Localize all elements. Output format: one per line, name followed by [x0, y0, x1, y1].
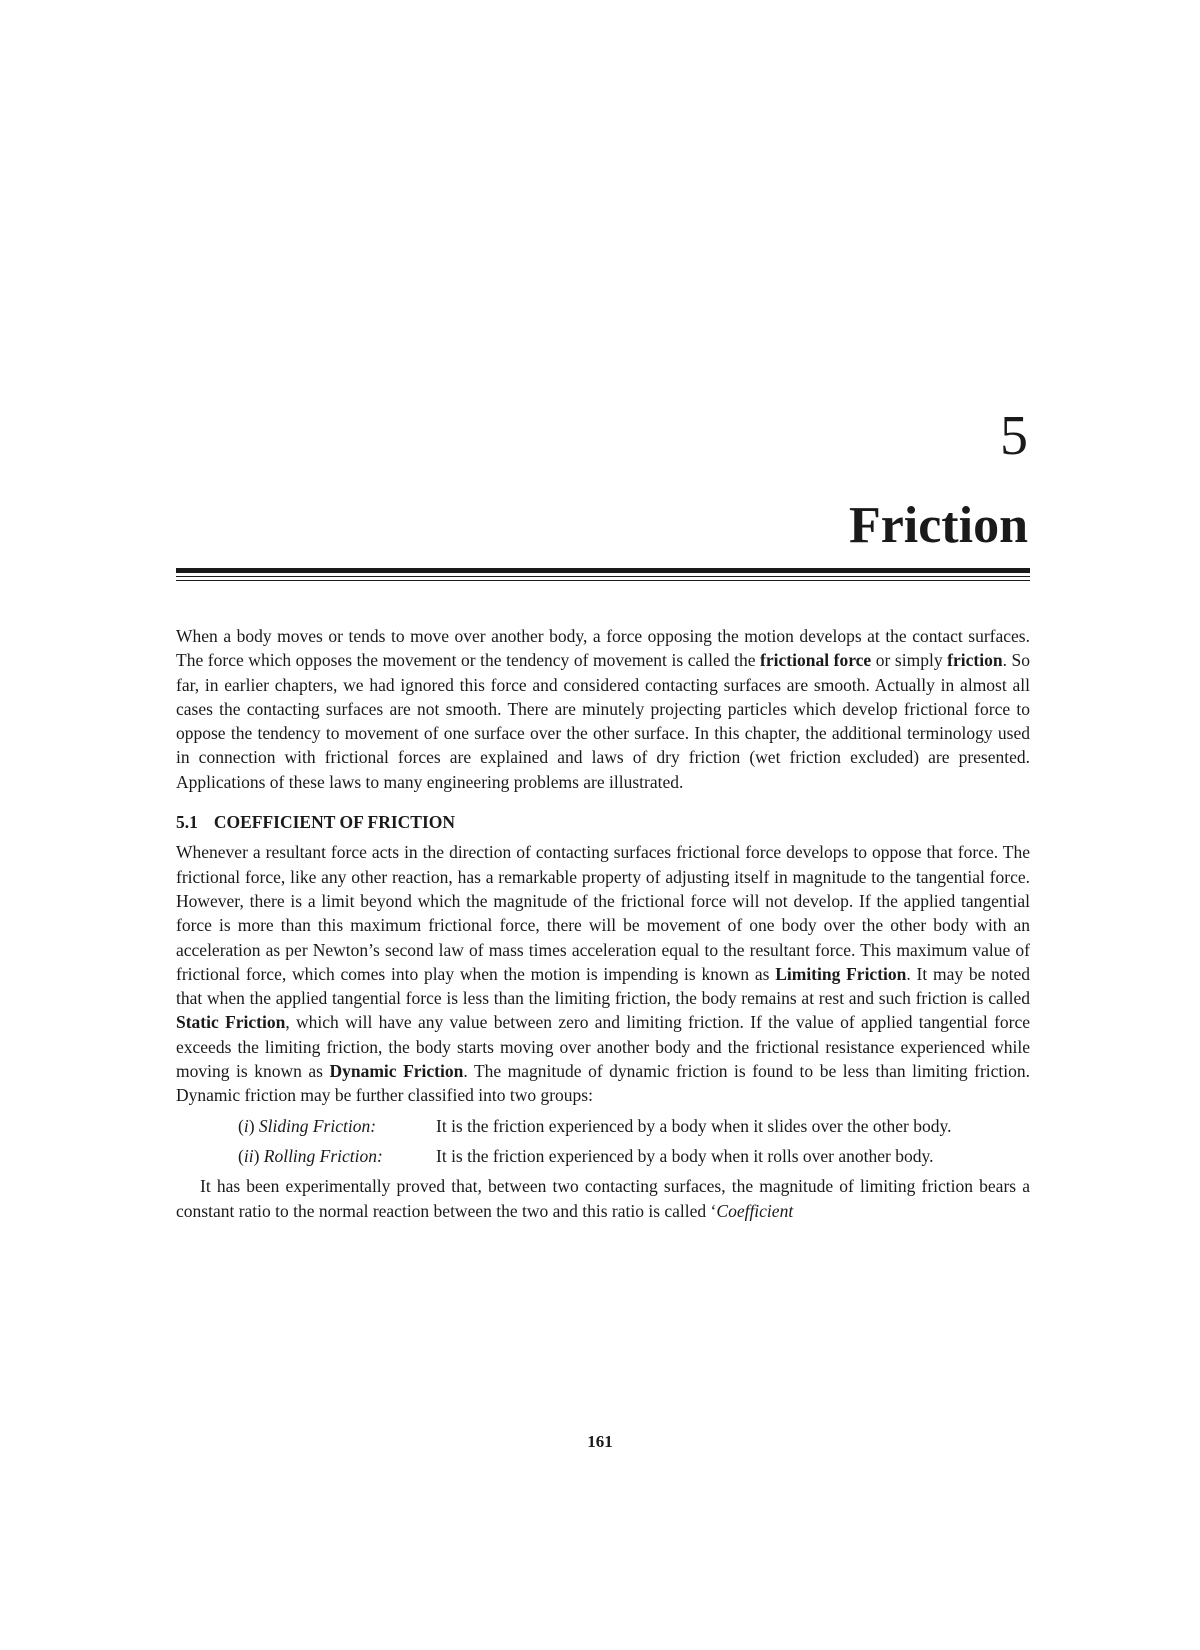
section-text-1: Whenever a resultant force acts in the direction of contacting surfaces frictional force develops to oppose that force. The frictional force, like any other reaction, has a remarkable property of adjusting itself in magnitude to the tangential force. However, there is a limit beyond which the magnitude of the frictional force will not develop. If the applied tangential force is more than this maximum frictional force, there will be movement of one body over the other body with an acceleration as per Newton’s second law of mass times acceleration equal to the resultant force. This maximum value of frictional force, which comes into play when the motion is impending is known as: [176, 842, 1030, 984]
list-marker-close: ): [253, 1145, 260, 1166]
section-text-3: , which will have any value between zero and limiting friction. If the value of applied tangential force exceeds the limiting friction, the body starts moving over another body and the frictional resistance experienced while moving is known as: [176, 1012, 1031, 1082]
closing-text-1: It has been experimentally proved that, between two contacting surfaces, the magnitude of limiting friction bears a constant ratio to the normal reaction between the two and this ratio is called ‘: [176, 1176, 1030, 1221]
list-term-label: Sliding Friction:: [258, 1115, 377, 1136]
list-item-description: It is the friction experienced by a body when it slides over the other body.: [436, 1115, 952, 1136]
page-number: 161: [587, 1432, 613, 1451]
section-number: 5.1: [176, 812, 198, 833]
section-paragraph: [176, 840, 1030, 1107]
bold-limiting-friction: Limiting Friction: [775, 963, 907, 984]
bold-static-friction: Static Friction: [176, 1012, 286, 1033]
list-marker-open: (: [238, 1115, 244, 1136]
title-rule-thick: [176, 568, 1030, 573]
list-marker-roman: i: [243, 1115, 249, 1136]
section-text-4: . The magnitude of dynamic friction is found to be less than limiting friction. Dynamic friction may be further classified into two groups:: [176, 1061, 1031, 1106]
list-item-term: [176, 1144, 426, 1168]
list-item: [176, 1114, 1030, 1138]
list-marker-roman: ii: [243, 1145, 254, 1166]
closing-paragraph: [176, 1174, 1030, 1223]
chapter-title: Friction: [848, 497, 1028, 554]
title-rule: [176, 568, 1030, 584]
section-title: COEFFICIENT OF FRICTION: [213, 812, 456, 833]
intro-text-3: . So far, in earlier chapters, we had ignored this force and considered contacting surfaces are smooth. Actually in almost all cases the contacting surfaces are not smooth. There are minutely projecting particles which develop frictional force to oppose the tendency to movement of one surface over the other surface. In this chapter, the additional terminology used in connection with frictional forces are explained and laws of dry friction (wet friction excluded) are presented. Applications of these laws to many engineering problems are illustrated.: [176, 650, 1031, 792]
title-rule-thin-1: [176, 576, 1030, 577]
list-item: [176, 1144, 1030, 1168]
title-rule-thin-2: [176, 580, 1030, 581]
section-text-2: . It may be noted that when the applied tangential force is less than the limiting friction, the body remains at rest and such friction is called: [176, 963, 1031, 1009]
section-heading: [176, 810, 1030, 834]
bold-dynamic-friction: Dynamic Friction: [329, 1061, 464, 1082]
page-body: [176, 624, 1030, 1223]
list-term-label: Rolling Friction:: [263, 1145, 383, 1166]
intro-bold-friction: friction: [947, 650, 1003, 671]
intro-paragraph: [176, 624, 1030, 794]
chapter-number: 5: [1000, 405, 1028, 467]
intro-bold-frictional-force: frictional force: [760, 650, 872, 671]
closing-italic-coefficient: Coefficient: [716, 1200, 794, 1221]
list-item-term: [176, 1114, 426, 1138]
list-marker-open: (: [238, 1145, 244, 1166]
list-item-description: It is the friction experienced by a body when it rolls over another body.: [436, 1145, 934, 1166]
intro-text-2: or simply: [871, 650, 948, 671]
intro-text-1: When a body moves or tends to move over another body, a force opposing the motion develops at the contact surfaces. The force which opposes the movement or the tendency of movement is called the: [176, 626, 1030, 671]
list-marker-close: ): [248, 1115, 255, 1136]
